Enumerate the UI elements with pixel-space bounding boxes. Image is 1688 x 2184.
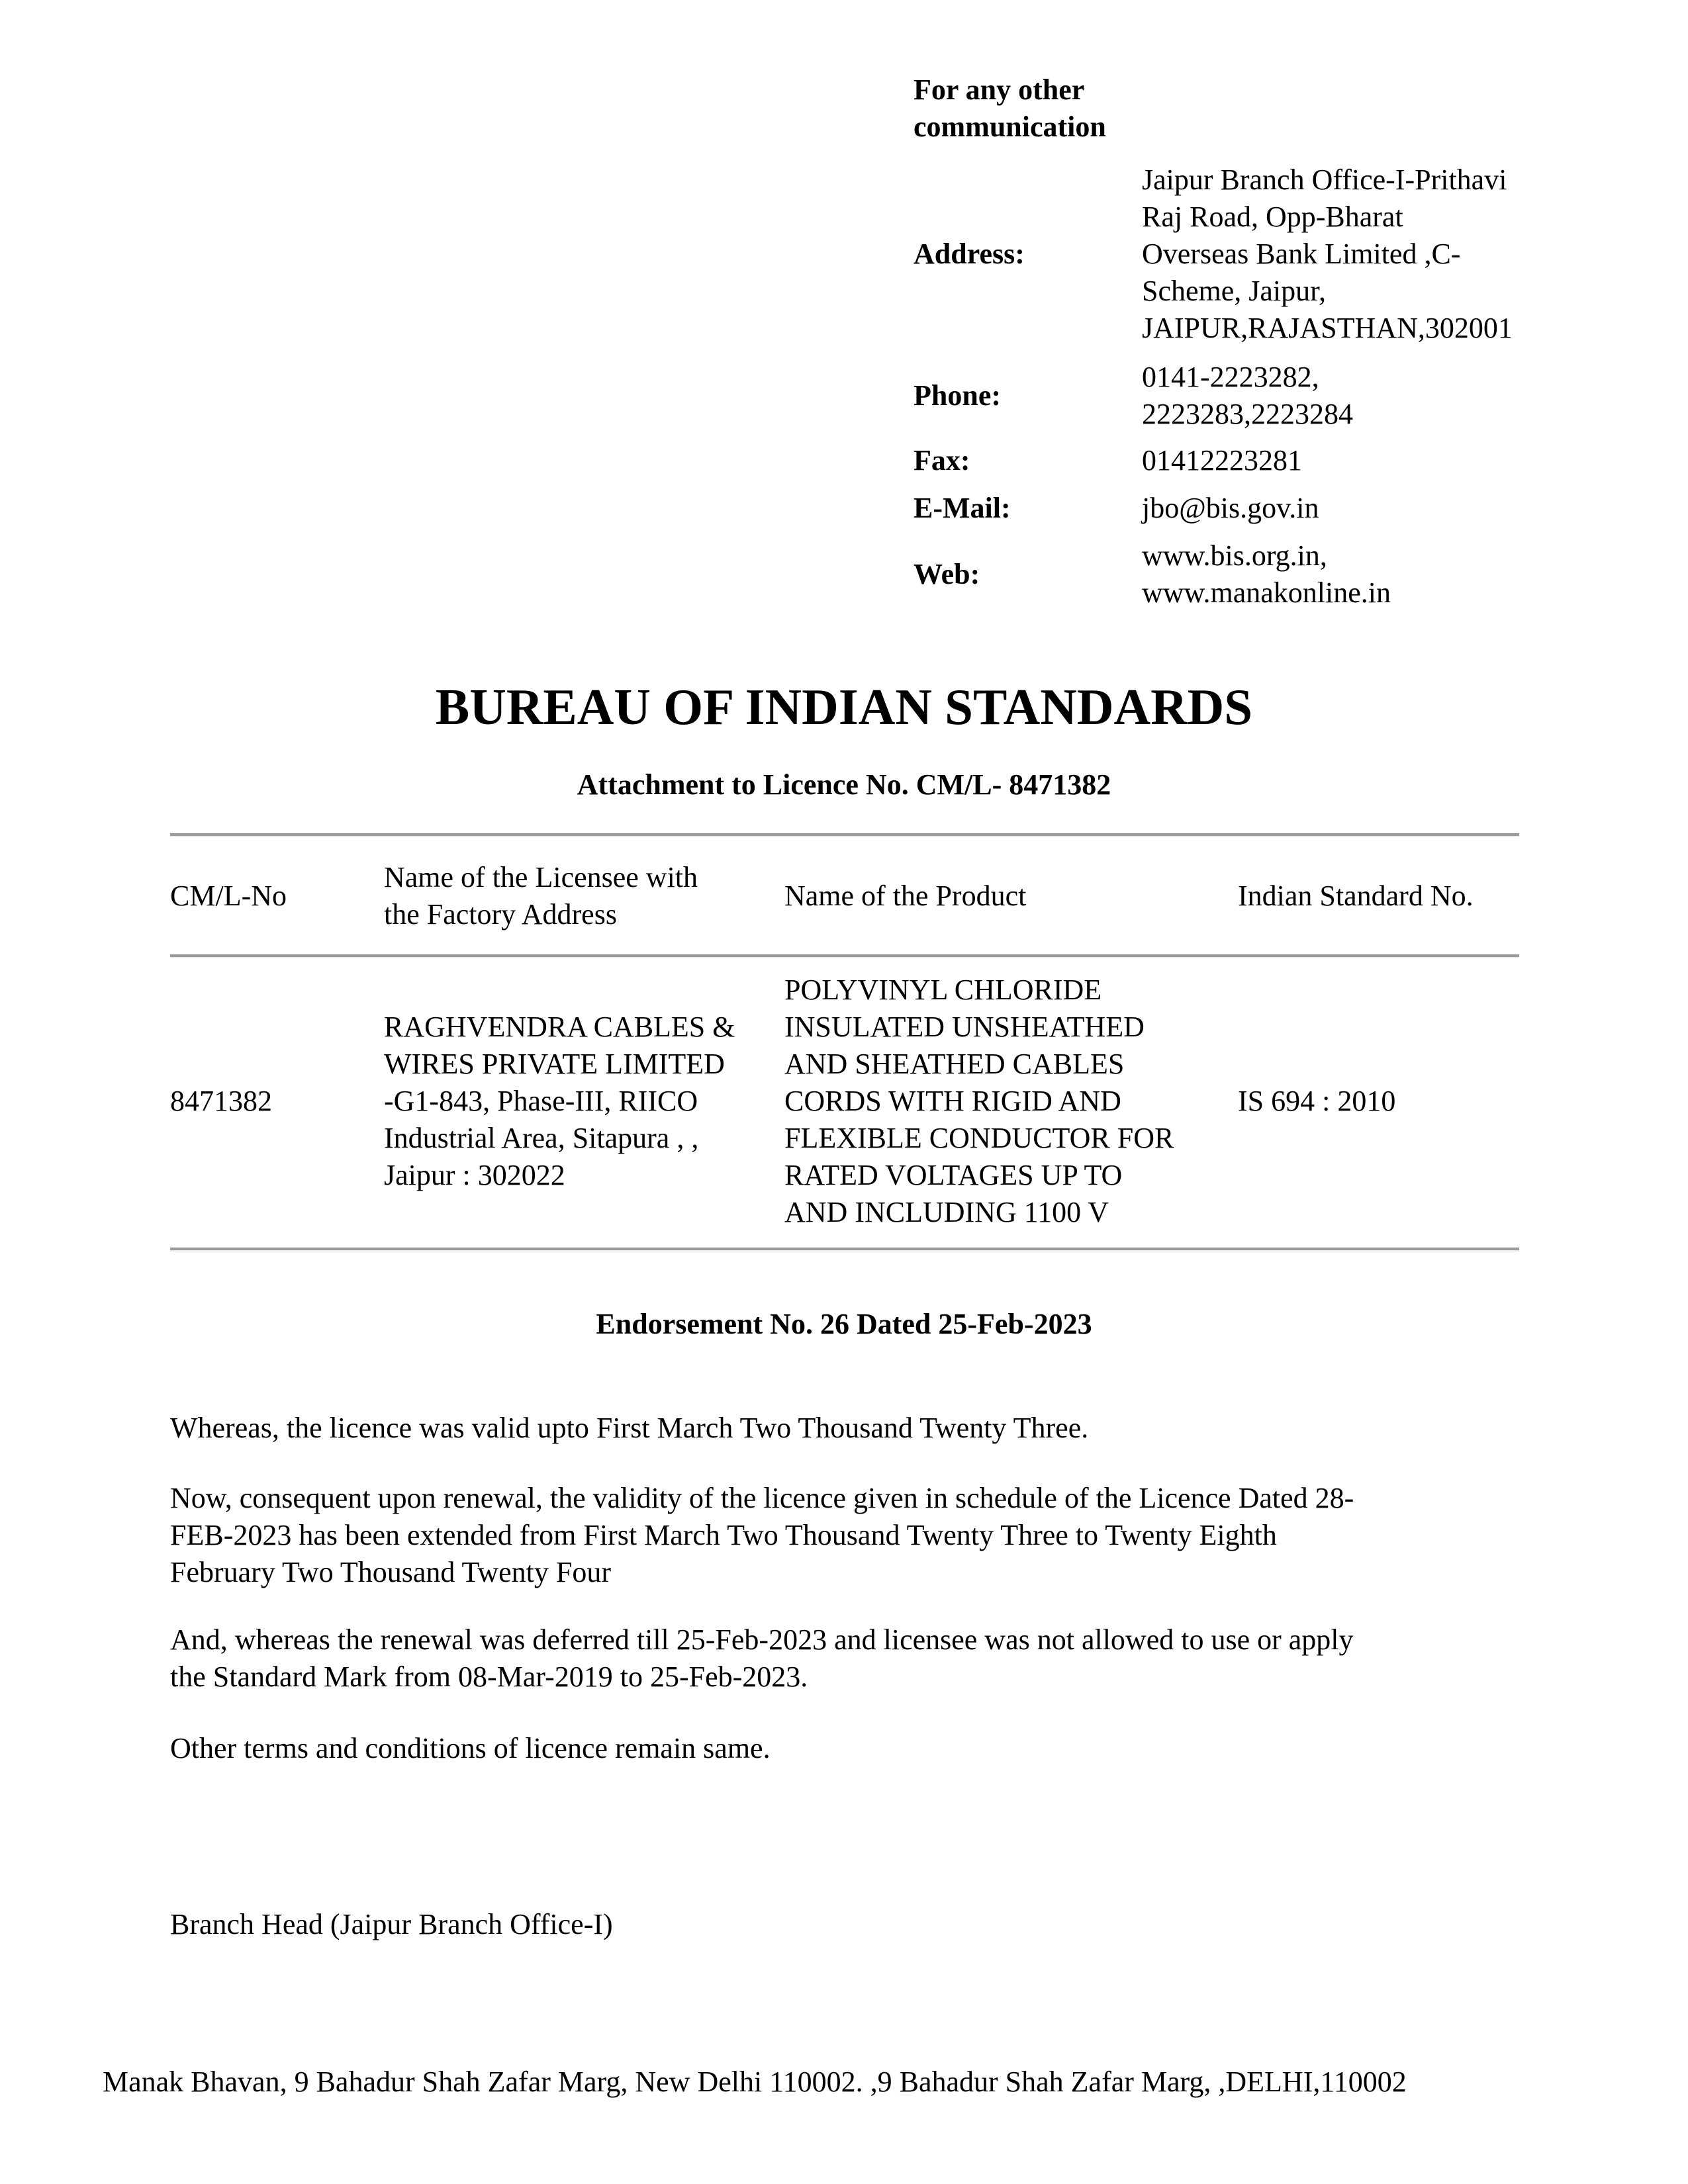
cell-licensee [384,1009,735,1194]
address-line: Overseas Bank Limited ,C- [1142,238,1461,270]
fax-value [1142,442,1579,490]
web-label: Web: [914,558,980,590]
endorsement-heading: Endorsement No. 26 Dated 25-Feb-2023 [596,1308,1092,1340]
product-line: POLYVINYL CHLORIDE [784,974,1102,1006]
product-line: AND SHEATHED CABLES [784,1048,1125,1080]
fax-label: Fax: [914,444,970,477]
email-value [1142,490,1579,537]
header-cml-no [170,878,287,915]
paragraph-line: February Two Thousand Twenty Four [170,1556,612,1588]
paragraph-deferral [170,1621,1534,1696]
web-value [1142,537,1579,612]
address-line: Jaipur Branch Office-I-Prithavi [1142,163,1507,196]
paragraph-validity [170,1410,1534,1447]
page-subtitle: Attachment to Licence No. CM/L- 8471382 [577,768,1111,801]
address-line: Scheme, Jaipur, [1142,275,1327,307]
product-line: CORDS WITH RIGID AND [784,1085,1121,1117]
phone-value [1142,359,1579,442]
contact-row-address [914,155,1579,359]
paragraph-renewal [170,1480,1534,1591]
email-label: E-Mail: [914,492,1011,524]
table-bottom-rule [170,1248,1519,1251]
web-link[interactable]: www.manakonline.in [1142,576,1391,609]
product-line: FLEXIBLE CONDUCTOR FOR [784,1122,1174,1154]
table-top-rule [170,833,1519,837]
phone-line: 2223283,2223284 [1142,398,1353,430]
cml-no-value: 8471382 [170,1085,272,1117]
contact-row-fax [914,442,1579,490]
licensee-line: Industrial Area, Sitapura , , [384,1122,699,1154]
contact-row-web [914,537,1579,612]
contact-row-phone [914,359,1579,442]
header-standard [1238,878,1474,915]
address-line: Raj Road, Opp-Bharat [1142,201,1403,233]
phone-label: Phone: [914,379,1001,412]
header-product-text: Name of the Product [784,880,1027,912]
paragraph-line: Whereas, the licence was valid upto First March Two Thousand Twenty Three. [170,1412,1089,1444]
header-standard-text: Indian Standard No. [1238,880,1474,912]
licensee-line: -G1-843, Phase-III, RIICO [384,1085,698,1117]
contact-heading-line: communication [914,111,1106,143]
standard-value: IS 694 : 2010 [1238,1085,1396,1117]
paragraph-line: FEB-2023 has been extended from First March Two Thousand Twenty Three to Twenty Eighth [170,1519,1277,1551]
phone-line: 0141-2223282, [1142,361,1319,393]
header-licensee-line: Name of the Licensee with [384,861,698,893]
licensee-line: RAGHVENDRA CABLES & [384,1011,735,1043]
address-label: Address: [914,238,1025,270]
header-cml-no-text: CM/L-No [170,880,287,912]
contact-heading-line: For any other [914,73,1085,106]
paragraph-line: the Standard Mark from 08-Mar-2019 to 25-Feb-2023. [170,1661,808,1693]
header-licensee-line: the Factory Address [384,898,617,931]
page-title: BUREAU OF INDIAN STANDARDS [435,678,1253,735]
header-licensee [384,859,698,933]
footer-address: Manak Bhavan, 9 Bahadur Shah Zafar Marg, New Delhi 110002. ,9 Bahadur Shah Zafar Marg, ,DELHI,110002 [103,2066,1407,2098]
address-value [1142,155,1579,359]
product-line: AND INCLUDING 1100 V [784,1196,1109,1228]
cell-product [784,972,1174,1231]
fax-line: 01412223281 [1142,444,1302,477]
cell-cml-no [170,1083,272,1120]
contact-heading [914,71,1132,146]
paragraph-line: And, whereas the renewal was deferred till 25-Feb-2023 and licensee was not allowed to use or apply [170,1623,1354,1656]
address-line: JAIPUR,RAJASTHAN,302001 [1142,312,1513,344]
table-header-rule [170,954,1519,958]
product-line: INSULATED UNSHEATHED [784,1011,1145,1043]
header-product [784,878,1026,915]
contact-row-email [914,490,1579,537]
contact-table [914,155,1579,612]
contact-block [914,71,1642,612]
licensee-line: WIRES PRIVATE LIMITED [384,1048,725,1080]
paragraph-other-terms [170,1730,1534,1767]
signatory: Branch Head (Jaipur Branch Office-I) [170,1908,613,1940]
cell-standard [1238,1083,1395,1120]
web-link[interactable]: www.bis.org.in, [1142,539,1327,572]
paragraph-line: Now, consequent upon renewal, the validity of the licence given in schedule of the Licence Dated 28- [170,1482,1354,1514]
product-line: RATED VOLTAGES UP TO [784,1159,1123,1191]
licensee-line: Jaipur : 302022 [384,1159,565,1191]
email-link[interactable]: jbo@bis.gov.in [1142,492,1319,524]
paragraph-line: Other terms and conditions of licence remain same. [170,1732,771,1764]
